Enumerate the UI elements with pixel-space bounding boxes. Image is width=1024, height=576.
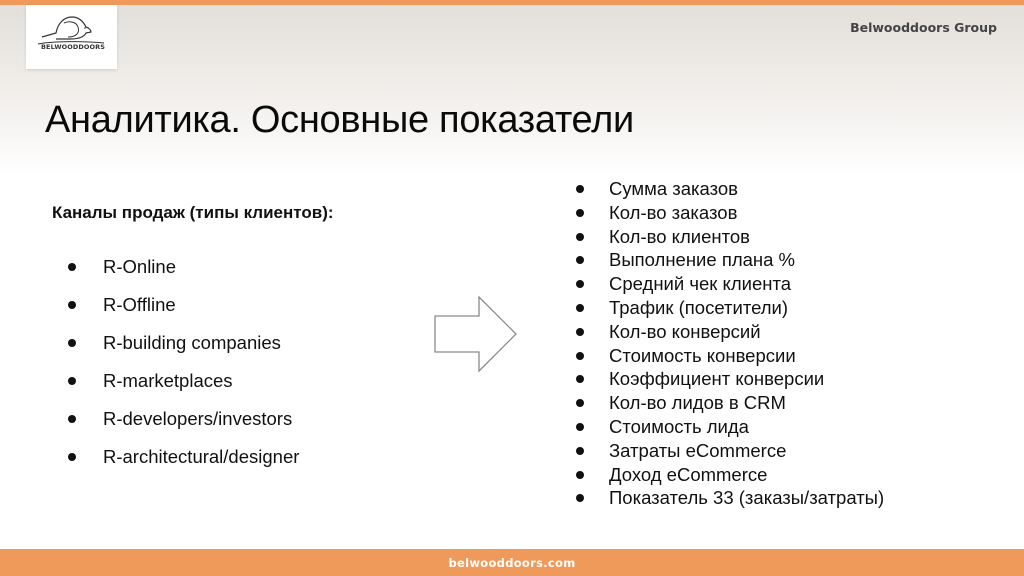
list-item bbox=[574, 391, 884, 415]
bullet-icon bbox=[576, 304, 584, 312]
list-item-label: R-building companies bbox=[103, 332, 281, 353]
list-item bbox=[52, 248, 334, 286]
right-arrow-icon bbox=[434, 296, 518, 374]
list-item-label: Затраты eCommerce bbox=[609, 439, 787, 461]
list-item-label: Кол-во лидов в CRM bbox=[609, 392, 786, 414]
list-item-label: Стоимость лида bbox=[609, 415, 749, 437]
sales-channels-section bbox=[52, 200, 334, 476]
bullet-icon bbox=[576, 209, 584, 217]
list-item bbox=[574, 463, 884, 487]
bullet-icon bbox=[68, 453, 76, 461]
bullet-icon bbox=[576, 471, 584, 479]
sales-channels-heading: Каналы продаж (типы клиентов): bbox=[52, 203, 334, 222]
company-name: Belwooddoors Group bbox=[850, 20, 997, 35]
bullet-icon bbox=[576, 494, 584, 502]
list-item bbox=[52, 286, 334, 324]
list-item-label: Коэффициент конверсии bbox=[609, 368, 825, 390]
list-item bbox=[574, 415, 884, 439]
bullet-icon bbox=[576, 423, 584, 431]
list-item bbox=[52, 400, 334, 438]
list-item bbox=[52, 438, 334, 476]
list-item-label: Трафик (посетители) bbox=[609, 296, 789, 318]
list-item bbox=[574, 272, 884, 296]
footer-bar bbox=[0, 549, 1024, 576]
metrics-list bbox=[574, 177, 884, 510]
bullet-icon bbox=[68, 339, 76, 347]
list-item-label: Стоимость конверсии bbox=[609, 344, 796, 366]
list-item bbox=[574, 201, 884, 225]
bullet-icon bbox=[68, 415, 76, 423]
list-item bbox=[574, 320, 884, 344]
list-item-label: Доход eCommerce bbox=[609, 463, 768, 485]
list-item-label: Кол-во конверсий bbox=[609, 320, 761, 342]
list-item bbox=[574, 344, 884, 368]
list-item bbox=[574, 225, 884, 249]
bullet-icon bbox=[68, 377, 76, 385]
list-item-label: Кол-во заказов bbox=[609, 201, 738, 223]
list-item-label: Выполнение плана % bbox=[609, 249, 796, 271]
page-title: Аналитика. Основные показатели bbox=[45, 99, 634, 141]
bullet-icon bbox=[576, 375, 584, 383]
bullet-icon bbox=[576, 352, 584, 360]
bullet-icon bbox=[576, 399, 584, 407]
logo bbox=[26, 5, 117, 69]
bullet-icon bbox=[576, 280, 584, 288]
list-item bbox=[574, 367, 884, 391]
bullet-icon bbox=[576, 185, 584, 193]
list-item-label: Средний чек клиента bbox=[609, 273, 792, 295]
list-item-label: R-Online bbox=[103, 256, 176, 277]
list-item bbox=[52, 324, 334, 362]
list-item-label: Кол-во клиентов bbox=[609, 225, 750, 247]
list-item bbox=[574, 248, 884, 272]
bullet-icon bbox=[576, 233, 584, 241]
beaver-logo-icon bbox=[34, 11, 109, 47]
list-item-label: Показатель 33 (заказы/затраты) bbox=[609, 487, 885, 509]
list-item-label: R-architectural/designer bbox=[103, 446, 300, 467]
list-item-label: Сумма заказов bbox=[609, 178, 739, 199]
list-item bbox=[574, 296, 884, 320]
list-item bbox=[574, 486, 884, 510]
footer-url: belwooddoors.com bbox=[448, 555, 576, 570]
bullet-icon bbox=[576, 256, 584, 264]
metrics-section bbox=[574, 177, 884, 510]
list-item bbox=[574, 439, 884, 463]
list-item bbox=[574, 177, 884, 201]
list-item-label: R-marketplaces bbox=[103, 370, 233, 391]
bullet-icon bbox=[576, 328, 584, 336]
logo-text: BELWOODDOORS bbox=[41, 43, 105, 51]
bullet-icon bbox=[576, 447, 584, 455]
list-item-label: R-developers/investors bbox=[103, 408, 293, 429]
list-item bbox=[52, 362, 334, 400]
bullet-icon bbox=[68, 263, 76, 271]
sales-channels-list bbox=[52, 248, 334, 476]
list-item-label: R-Offline bbox=[103, 294, 176, 315]
bullet-icon bbox=[68, 301, 76, 309]
